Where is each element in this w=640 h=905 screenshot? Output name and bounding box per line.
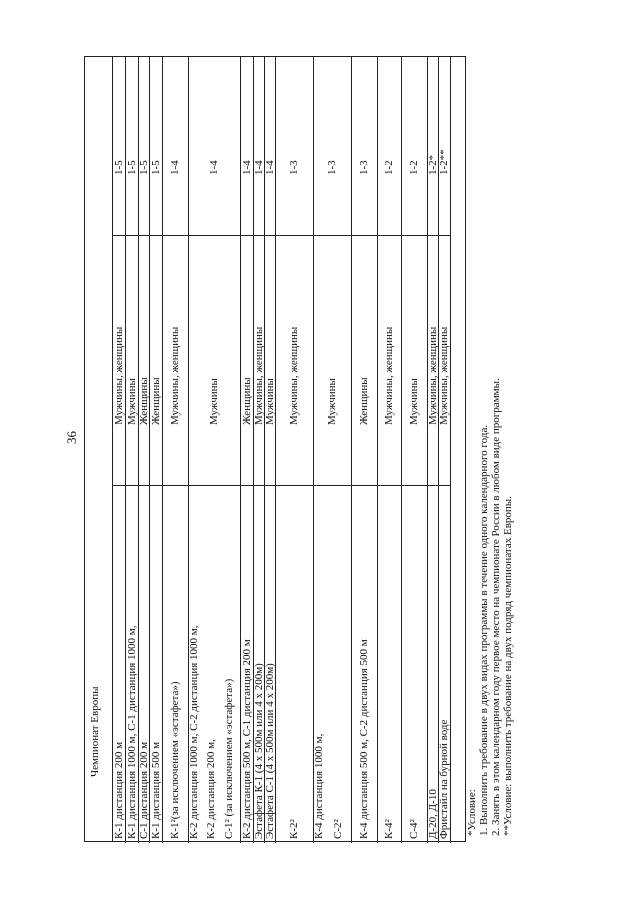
rank-text: 1-5 [112, 160, 125, 175]
rank-text: 1-5 [125, 160, 138, 175]
gender-text: Мужчины [208, 378, 220, 425]
table-row [162, 57, 188, 843]
discipline-text: К-2 дистанция 1000 м, С-2 дистанция 1000 м, [188, 625, 200, 839]
rank-text: 1-3 [358, 160, 370, 175]
note-3: **Условие: выполнить требование на двух подряд чемпионатах Европы. [502, 496, 514, 836]
notes-block [466, 56, 526, 842]
gender-text: Мужчины [408, 378, 420, 425]
table-row [149, 57, 162, 843]
gender-text: Мужчины, женщины [288, 326, 300, 425]
discipline-text: Эстафета К-1 (4 х 500м или 4 х 200м) [252, 663, 265, 839]
discipline-text: К-2 дистанция 500 м, С-1 дистанция 200 м [240, 639, 253, 839]
discipline-text: К-4 дистанция 1000 м, [313, 733, 325, 839]
table-row [275, 57, 313, 843]
competition-label: Чемпионат Европы [89, 686, 101, 777]
table-row [253, 57, 264, 843]
gender-text: Мужчины [326, 378, 338, 425]
gender-text: Мужчины, женщины [169, 326, 181, 425]
table-row [313, 57, 351, 843]
table-row [427, 57, 438, 843]
rank-text: 1-2 [408, 160, 420, 175]
gender-text: Женщины [240, 377, 253, 425]
table-row [377, 57, 401, 843]
table-row [264, 57, 275, 843]
page-number: 36 [64, 431, 79, 444]
discipline-gender-divider [112, 485, 450, 486]
discipline-text: К-2² [288, 819, 300, 839]
table-row [188, 57, 240, 843]
table-row [138, 57, 149, 843]
rank-text: 1-2** [438, 149, 450, 175]
rank-text: 1-5 [149, 160, 162, 175]
rank-text: 1-5 [137, 160, 150, 175]
table-row [240, 57, 253, 843]
discipline-text: С-1² (за исключением «эстафета») [222, 678, 235, 839]
rank-text: 1-4 [169, 160, 181, 175]
discipline-text: К-1 дистанция 200 м [112, 741, 125, 839]
discipline-text: К-4² [383, 819, 395, 839]
rank-text: 1-3 [288, 160, 300, 175]
rank-text: 1-4 [240, 160, 253, 175]
row-divider [450, 57, 451, 843]
rank-text: 1-4 [263, 160, 276, 175]
discipline-text: К-4 дистанция 500 м, С-2 дистанция 500 м [358, 639, 370, 839]
discipline-text: С-4² [408, 819, 420, 839]
table-row [401, 57, 427, 843]
gender-text: Мужчины, женщины [383, 326, 395, 425]
discipline-text: С-2² [332, 819, 344, 839]
rank-text: 1-3 [326, 160, 338, 175]
gender-text: Мужчины, женщины [438, 326, 450, 425]
gender-text: Мужчины, женщины [252, 326, 265, 425]
rank-text: 1-4 [208, 160, 220, 175]
gender-text: Женщины [137, 377, 150, 425]
gender-text: Мужчины, женщины [112, 326, 125, 425]
gender-text: Мужчины [125, 378, 138, 425]
rows-container [112, 57, 465, 841]
discipline-text: С-1 дистанция 200 м [137, 741, 150, 839]
table-row [125, 57, 138, 843]
gender-text: Женщины [358, 377, 370, 425]
rank-text: 1-2* [426, 154, 439, 175]
discipline-text: К-1 дистанция 1000 м, С-1 дистанция 1000 м, [125, 625, 138, 839]
standards-table [84, 56, 466, 842]
gender-text: Мужчины [263, 378, 276, 425]
discipline-text: Д-20, Д-10 [426, 789, 439, 839]
rank-text: 1-2 [383, 160, 395, 175]
gender-text: Мужчины, женщины [426, 326, 439, 425]
note-2: 2. Занять в этом календарном году первое место на чемпионате России в любом виде программы. [490, 378, 502, 836]
gender-rank-divider [112, 235, 450, 236]
note-1: 1. Выполнить требование в двух видах программы в течение одного календарного года. [478, 424, 490, 836]
note-condition-label: *Условие: [466, 789, 478, 836]
table-row [112, 57, 125, 843]
table-row [438, 57, 450, 843]
discipline-text: К-1 дистанция 500 м [149, 741, 162, 839]
table-row [351, 57, 377, 843]
rank-text: 1-4 [252, 160, 265, 175]
discipline-text: Эстафета С-1 (4 х 500м или 4 х 200м) [263, 663, 276, 839]
gender-text: Женщины [149, 377, 162, 425]
discipline-text: К-2 дистанция 200 м, [205, 739, 218, 839]
discipline-text: Фристайл на бурной воде [438, 719, 450, 839]
discipline-text: К-1²(за исключением «эстафета») [169, 681, 181, 839]
